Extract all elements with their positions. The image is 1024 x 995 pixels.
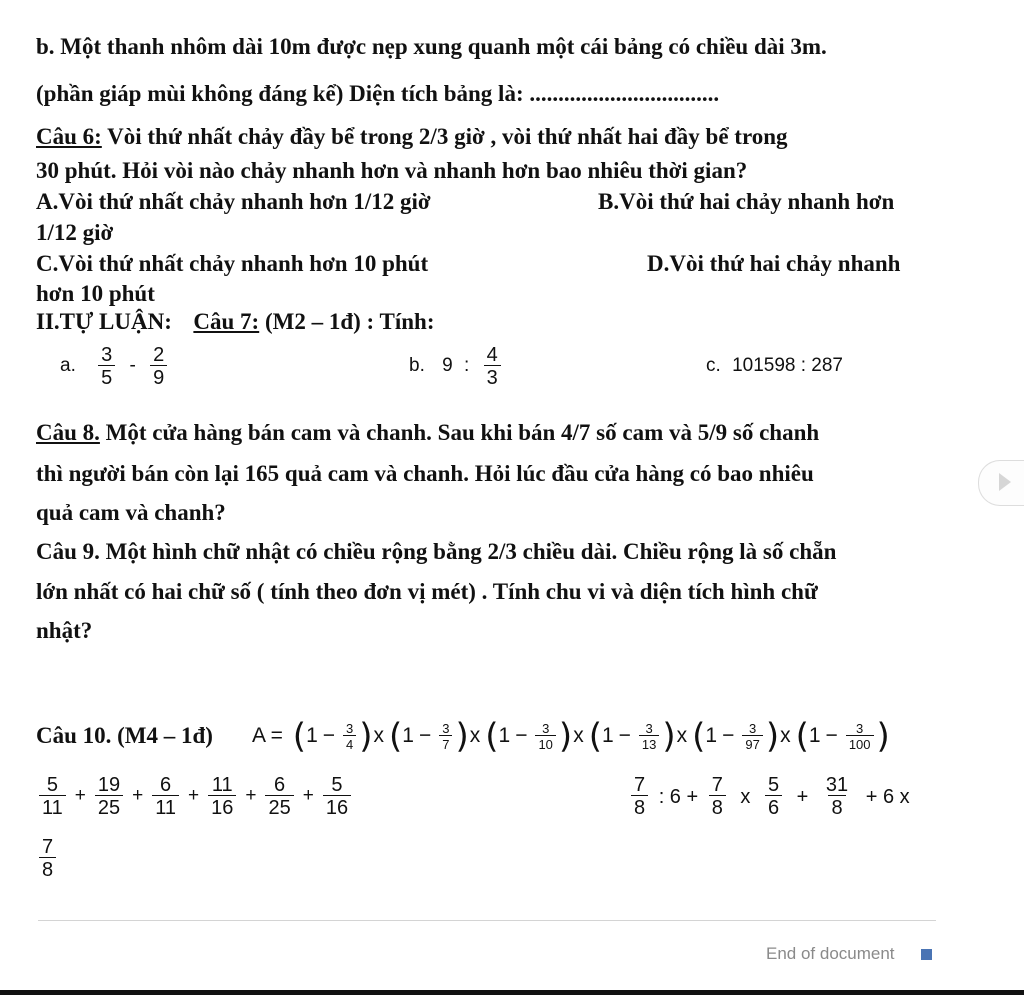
q7-label: Câu 7: [193, 309, 260, 334]
q10-one: 1 [402, 724, 414, 747]
line-b-1: b. Một thanh nhôm dài 10m được nẹp xung quanh một cái bảng có chiều dài 3m. [36, 34, 827, 59]
sum-fraction: $\frac{5}{16}$ [323, 775, 351, 818]
q6-option-d-cont: hơn 10 phút [36, 281, 155, 306]
q6-line-2: 30 phút. Hỏi vòi nào chảy nhanh hơn và nhanh hơn bao nhiêu thời gian? [36, 158, 748, 183]
expr2-operator-2: x [740, 785, 751, 808]
q10-minus: − [515, 724, 528, 748]
sum-fraction: $\frac{6}{25}$ [265, 775, 293, 818]
q10-minus: − [722, 724, 735, 748]
q10-minus: − [418, 724, 432, 748]
sum-expression [36, 766, 354, 826]
q7-b-label: b. [409, 355, 425, 377]
q6-label: Câu 6: [36, 124, 102, 149]
q10-fraction: $\frac{3}{7}$ [439, 722, 452, 751]
q10-fraction: $\frac{3}{13}$ [639, 722, 659, 751]
q7-c-expression: 101598 : 287 [732, 355, 844, 376]
line-b-2: (phần giáp mùi không đáng kể) Diện tích bảng là: ................................. [36, 81, 720, 106]
play-icon [999, 473, 1011, 491]
q7-c [706, 352, 843, 380]
q10-fraction: $\frac{3}{100}$ [846, 722, 874, 751]
q7-b-whole: 9 [442, 355, 453, 377]
play-side-tab[interactable] [978, 460, 1024, 506]
q7-b [409, 338, 504, 394]
q7-a-fraction-2: $\frac{2}{9}$ [150, 345, 167, 388]
q10-factor [485, 716, 573, 757]
open-paren: ( [485, 716, 499, 757]
section-title: II.TỰ LUẬN: [36, 309, 172, 334]
q9-line-1: Câu 9. Một hình chữ nhật có chiều rộng bằng 2/3 chiều dài. Chiều rộng là số chẵn [36, 539, 837, 564]
times-operator: x [373, 724, 385, 747]
close-paren: ) [455, 716, 469, 757]
q7-b-fraction: $\frac{4}{3}$ [484, 345, 501, 388]
q7-a-operator: - [129, 355, 136, 376]
q6-text-1: Vòi thứ nhất chảy đầy bể trong 2/3 giờ , vòi thứ nhất hai đầy bể trong [101, 124, 788, 149]
q10-minus: − [322, 724, 336, 748]
close-paren: ) [662, 716, 676, 757]
close-paren: ) [876, 716, 890, 757]
plus-operator: + [74, 785, 86, 806]
expr2-operator-1: : 6 + [658, 785, 699, 808]
q7-heading [36, 308, 435, 336]
end-marker-square [921, 949, 932, 960]
q7-a-label: a. [60, 355, 76, 377]
q6-option-b-cont: 1/12 giờ [36, 220, 114, 245]
q10-label: Câu 10. (M4 – 1đ) [36, 723, 213, 748]
q6-option-a: A.Vòi thứ nhất chảy nhanh hơn 1/12 giờ [36, 189, 431, 214]
q10-factor [292, 716, 373, 757]
q10-factor [588, 716, 676, 757]
q7-text: (M2 – 1đ) : Tính: [259, 309, 435, 334]
q10-one: 1 [498, 724, 511, 747]
expr2-fraction-2: $\frac{7}{8}$ [709, 775, 726, 818]
times-operator: x [573, 724, 584, 747]
times-operator: x [676, 724, 688, 747]
expr2-fraction-4: $\frac{31}{8}$ [825, 774, 849, 820]
q7-b-operator: : [464, 355, 470, 376]
q7-c-label: c. [706, 355, 721, 376]
expr2-operator-4: + 6 x [865, 785, 910, 808]
close-paren: ) [359, 716, 373, 757]
q7-a [60, 338, 170, 394]
open-paren: ( [692, 716, 706, 757]
sum-fraction: $\frac{11}{16}$ [208, 775, 236, 818]
q6-line-1 [36, 123, 788, 151]
q9-line-3: nhật? [36, 618, 93, 643]
open-paren: ( [795, 716, 809, 757]
open-paren: ( [588, 716, 602, 757]
close-paren: ) [765, 716, 780, 757]
q10-one: 1 [808, 724, 821, 747]
q8-line-3: quả cam và chanh? [36, 500, 226, 525]
plus-operator: + [188, 785, 200, 806]
q6-option-c: C.Vòi thứ nhất chảy nhanh hơn 10 phút [36, 251, 429, 276]
q8-line-1 [36, 419, 819, 447]
expr2-continuation [36, 828, 59, 888]
q10-fraction: $\frac{3}{10}$ [535, 722, 555, 751]
q8-line-2: thì người bán còn lại 165 quả cam và chanh. Hỏi lúc đầu cửa hàng có bao nhiêu [36, 461, 814, 486]
q10-factor [389, 716, 469, 757]
q10-fraction: $\frac{3}{4}$ [343, 722, 356, 751]
sum-fraction: $\frac{6}{11}$ [152, 775, 179, 818]
expr2-operator-3: + [796, 785, 809, 808]
plus-operator: + [132, 785, 144, 806]
q10-one: 1 [705, 724, 718, 747]
q10-lhs: A = [252, 724, 283, 747]
end-of-document-label: End of document [766, 944, 895, 963]
q6-option-b: B.Vòi thứ hai chảy nhanh hơn [598, 189, 895, 214]
q6-option-d: D.Vòi thứ hai chảy nhanh [647, 251, 901, 276]
q7-a-fraction-1: $\frac{3}{5}$ [98, 345, 115, 388]
plus-operator: + [245, 785, 257, 806]
divider [38, 920, 936, 921]
q8-text-1: Một cửa hàng bán cam và chanh. Sau khi bán 4/7 số cam và 5/9 số chanh [99, 420, 820, 445]
q10-minus: − [618, 724, 631, 748]
bottom-border [0, 990, 1024, 995]
plus-operator: + [302, 785, 314, 806]
q10-factor [795, 716, 890, 757]
expr2-fraction-5: $\frac{7}{8}$ [39, 837, 56, 880]
q10-one: 1 [306, 724, 318, 747]
close-paren: ) [558, 716, 573, 757]
times-operator: x [469, 724, 481, 747]
open-paren: ( [389, 716, 403, 757]
times-operator: x [780, 724, 791, 747]
sum-fraction: $\frac{5}{11}$ [39, 775, 66, 818]
expr2-fraction-1: $\frac{7}{8}$ [631, 775, 648, 818]
q10-fraction: $\frac{3}{97}$ [742, 722, 762, 751]
q10-product-expression [252, 712, 890, 760]
q10-factor [692, 716, 780, 757]
q9-line-2: lớn nhất có hai chữ số ( tính theo đơn vị mét) . Tính chu vi và diện tích hình chữ [36, 579, 818, 604]
q10-minus: − [825, 724, 838, 748]
open-paren: ( [292, 716, 307, 757]
expression-2 [628, 766, 916, 827]
q8-label: Câu 8. [36, 420, 100, 445]
expr2-fraction-3: $\frac{5}{6}$ [765, 775, 782, 818]
sum-fraction: $\frac{19}{25}$ [95, 775, 123, 818]
q10-one: 1 [601, 724, 614, 747]
